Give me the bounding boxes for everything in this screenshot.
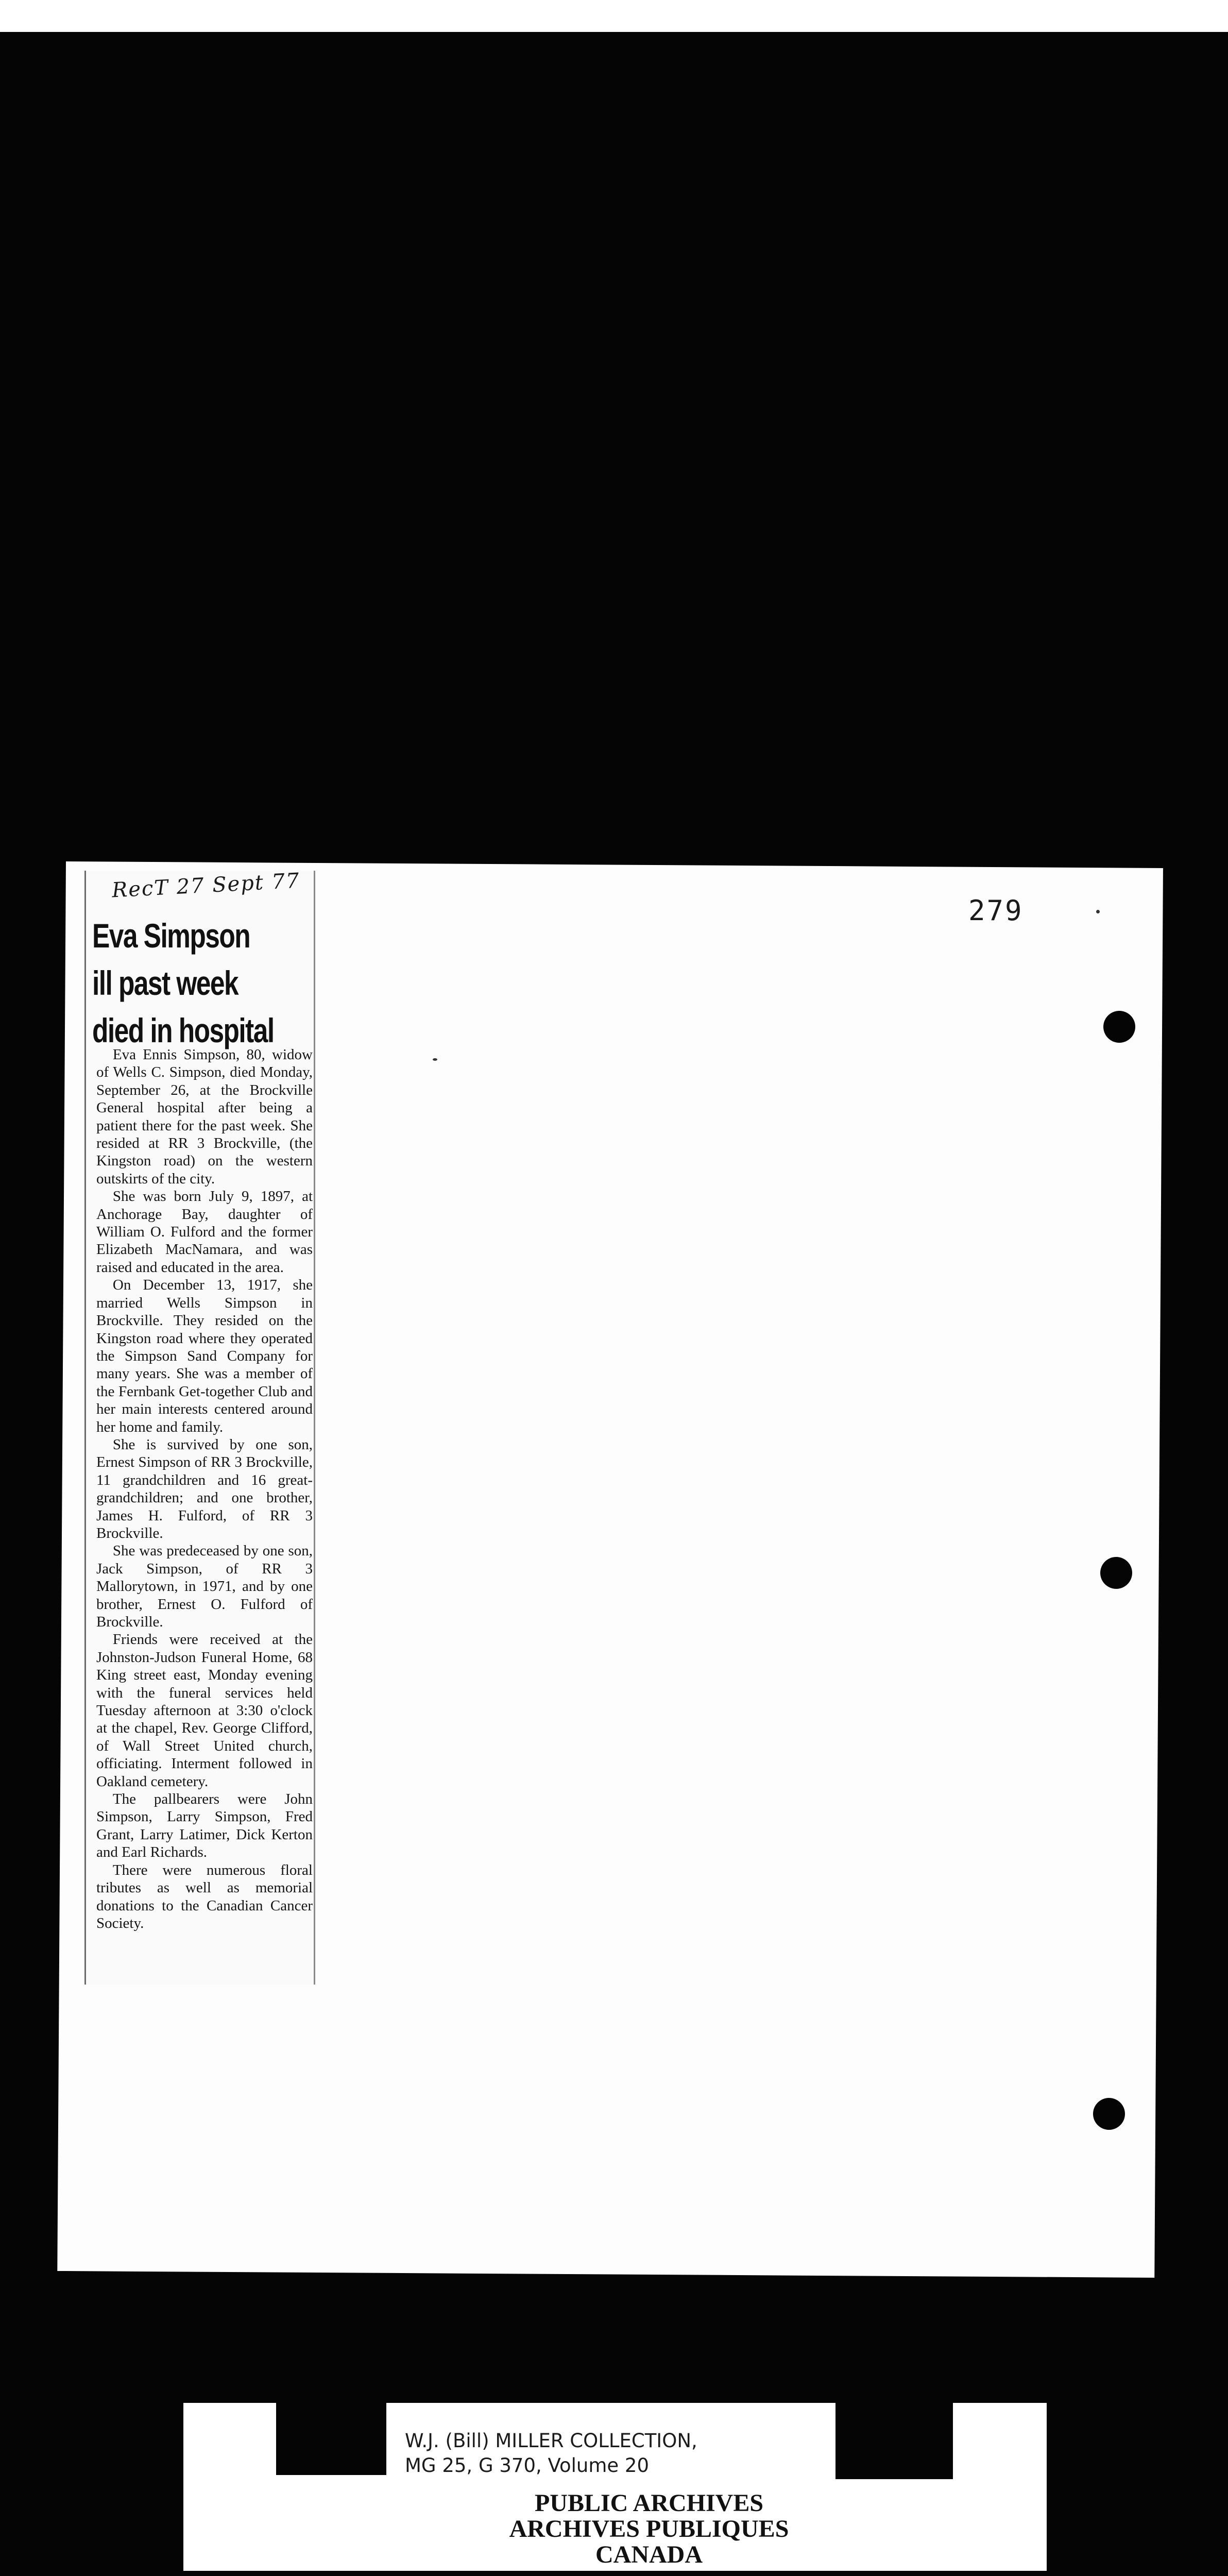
article-paragraph: There were numerous floral tributes as well as memorial donations to the Canadian Cancer Society. xyxy=(96,1861,313,1931)
punch-hole-bottom xyxy=(1093,2098,1125,2130)
punch-hole-top xyxy=(1103,1011,1135,1043)
article-paragraph: On December 13, 1917, she married Wells Simpson in Brockville. They resided on the Kingston road where they operated the Simpson Sand Company for many years. She was a member of the Fernbank Get-together Club and her main interests centered around her home and family. xyxy=(96,1277,313,1435)
archives-line: ARCHIVES PUBLIQUES xyxy=(509,2515,789,2543)
article-body xyxy=(96,1046,313,1932)
newspaper-clipping xyxy=(84,871,315,1985)
page-number: 279 xyxy=(968,894,1024,927)
speck-mark xyxy=(1096,910,1100,913)
article-paragraph: She was born July 9, 1897, at Anchorage Bay, daughter of William O. Fulford and the former Elizabeth MacNamara, and was raised and educated in the area. xyxy=(96,1188,313,1276)
article-paragraph: The pallbearers were John Simpson, Larry Simpson, Fred Grant, Larry Latimer, Dick Kerton and Earl Richards. xyxy=(96,1791,313,1861)
archives-stamp xyxy=(361,2490,937,2568)
punch-hole-middle xyxy=(1100,1557,1132,1589)
collection-reference xyxy=(405,2429,697,2478)
article-headline xyxy=(92,912,274,1054)
archives-line: PUBLIC ARCHIVES xyxy=(534,2489,764,2517)
speck-mark xyxy=(433,1058,437,1061)
headline-line: ill past week xyxy=(92,964,238,1002)
collection-line: W.J. (Bill) MILLER COLLECTION, xyxy=(405,2430,697,2452)
headline-line: died in hospital xyxy=(92,1011,274,1049)
article-paragraph: Friends were received at the Johnston-Judson Funeral Home, 68 King street east, Monday evening with the funeral services held Tuesday afternoon at 3:30 o'clock at the chapel, Rev. George Clifford, of Wall Street United church, officiating. Interment followed in Oakland cemetery. xyxy=(96,1631,313,1790)
archives-line: CANADA xyxy=(595,2541,703,2568)
label-notch-right xyxy=(835,2403,953,2479)
article-paragraph: She was predeceased by one son, Jack Simpson, of RR 3 Mallorytown, in 1971, and by one brother, Ernest O. Fulford of Brockville. xyxy=(96,1543,313,1630)
label-notch-left xyxy=(276,2403,386,2475)
article-paragraph: She is survived by one son, Ernest Simpson of RR 3 Brockville, 11 grandchildren and 16 great-grandchildren; and one brother, James H. Fulford, of RR 3 Brockville. xyxy=(96,1436,313,1541)
handwritten-date-note: RecT 27 Sept 77 xyxy=(111,869,301,903)
article-paragraph: Eva Ennis Simpson, 80, widow of Wells C. Simpson, died Monday, September 26, at the Brockville General hospital after being a patient there for the past week. She resided at RR 3 Brockville, (the Kingston road) on the western outskirts of the city. xyxy=(96,1046,313,1187)
collection-line: MG 25, G 370, Volume 20 xyxy=(405,2454,649,2477)
headline-line: Eva Simpson xyxy=(92,917,250,955)
